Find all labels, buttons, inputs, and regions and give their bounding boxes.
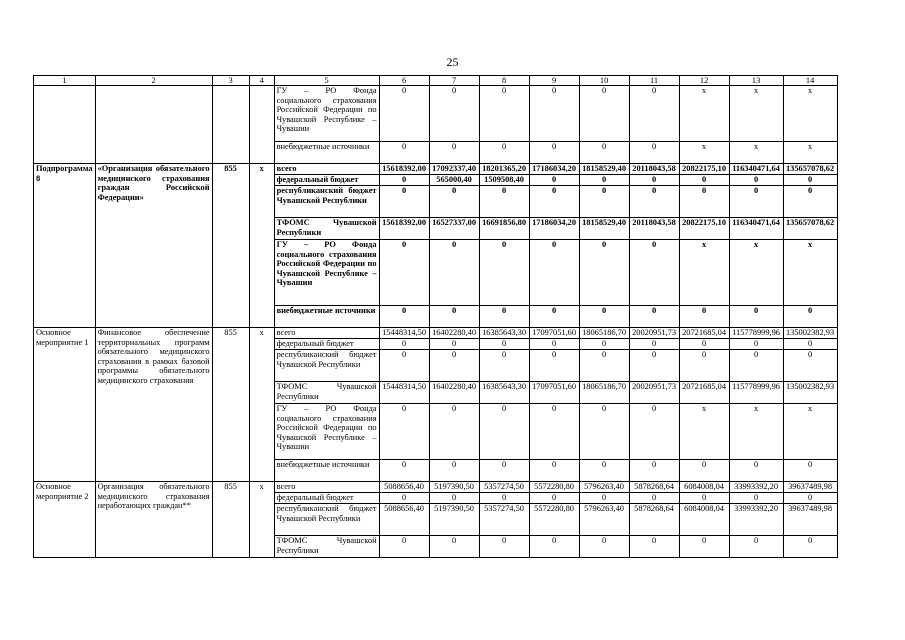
value-cell-col14: 135002382,93 [783, 382, 837, 404]
value-cell-col14: 135657078,62 [783, 218, 837, 240]
value-cell-col12: 0 [679, 460, 729, 482]
value-cell-col7: 0 [429, 536, 479, 558]
section-code: x [249, 482, 274, 558]
value-cell-col9: 0 [529, 536, 579, 558]
value-cell-col8: 5357274,50 [479, 482, 529, 493]
value-cell-col7: 16402280,40 [429, 328, 479, 339]
value-cell-col9: 17186034,20 [529, 218, 579, 240]
program-name: «Организация обязательного медицинского страхования граждан Российской Федерации» [95, 164, 212, 328]
value-cell-col13: 116340471,64 [729, 218, 783, 240]
funding-source: ТФОМС Чувашской Республики [274, 382, 379, 404]
value-cell-col10: 0 [579, 86, 629, 142]
column-number-10: 10 [579, 76, 629, 86]
value-cell-col11: 5878268,64 [629, 482, 679, 493]
value-cell-col9: 5572280,80 [529, 504, 579, 536]
value-cell-col10: 18065186,70 [579, 328, 629, 339]
value-cell-col6: 0 [379, 175, 429, 186]
value-cell-col6: 5088656,40 [379, 504, 429, 536]
value-cell-col14: 0 [783, 306, 837, 328]
value-cell-col6: 0 [379, 339, 429, 350]
value-cell-col7: 16402280,40 [429, 382, 479, 404]
value-cell-col12: 0 [679, 306, 729, 328]
value-cell-col8: 0 [479, 86, 529, 142]
value-cell-col8: 0 [479, 339, 529, 350]
funding-source: всего [274, 328, 379, 339]
value-cell-col12: 20721685,04 [679, 328, 729, 339]
value-cell-col9: 0 [529, 175, 579, 186]
value-cell-col6: 15618392,00 [379, 218, 429, 240]
value-cell-col6: 0 [379, 404, 429, 460]
value-cell-col7: 0 [429, 186, 479, 218]
value-cell-col7: 0 [429, 350, 479, 382]
value-cell-col10: 0 [579, 350, 629, 382]
value-cell-col13: 115778999,96 [729, 328, 783, 339]
value-cell-col7: 5197390,50 [429, 504, 479, 536]
grbs-code: 855 [212, 328, 249, 482]
value-cell-col9: 0 [529, 339, 579, 350]
grbs-code: 855 [212, 164, 249, 328]
value-cell-col11: 20020951,73 [629, 382, 679, 404]
value-cell-col11: 0 [629, 86, 679, 142]
value-cell-col10: 5796263,40 [579, 504, 629, 536]
value-cell-col14: x [783, 86, 837, 142]
value-cell-col12: 6084008,04 [679, 482, 729, 493]
value-cell-col8: 0 [479, 536, 529, 558]
grbs-code [212, 86, 249, 164]
value-cell-col13: x [729, 142, 783, 164]
value-cell-col7: 17092337,40 [429, 164, 479, 175]
value-cell-col10: 18065186,70 [579, 382, 629, 404]
program-code: Подпрограмма 8 [34, 164, 96, 328]
value-cell-col13: x [729, 404, 783, 460]
value-cell-col10: 18158529,40 [579, 164, 629, 175]
value-cell-col10: 5796263,40 [579, 482, 629, 493]
value-cell-col12: 0 [679, 186, 729, 218]
value-cell-col12: x [679, 86, 729, 142]
value-cell-col13: 0 [729, 175, 783, 186]
value-cell-col9: 0 [529, 404, 579, 460]
funding-source: всего [274, 482, 379, 493]
value-cell-col7: 0 [429, 306, 479, 328]
value-cell-col11: 0 [629, 142, 679, 164]
funding-source: республиканский бюджет Чувашской Республики [274, 186, 379, 218]
value-cell-col13: 0 [729, 493, 783, 504]
value-cell-col10: 0 [579, 404, 629, 460]
value-cell-col10: 0 [579, 306, 629, 328]
value-cell-col9: 5572280,80 [529, 482, 579, 493]
value-cell-col13: 0 [729, 306, 783, 328]
funding-source: ГУ – РО Фонда социального страхования Российской Федерации по Чувашской Республике – Чувашии [274, 86, 379, 142]
value-cell-col8: 0 [479, 460, 529, 482]
value-cell-col10: 0 [579, 460, 629, 482]
value-cell-col12: 0 [679, 536, 729, 558]
value-cell-col7: 5197390,50 [429, 482, 479, 493]
value-cell-col11: 0 [629, 175, 679, 186]
value-cell-col8: 0 [479, 306, 529, 328]
program-name: Финансовое обеспечение территориальных программ обязательного медицинского страхования в рамках базовой программы обязательного медицинского страхования [95, 328, 212, 482]
value-cell-col13: 115778999,96 [729, 382, 783, 404]
value-cell-col13: x [729, 86, 783, 142]
funding-source: республиканский бюджет Чувашской Республики [274, 350, 379, 382]
value-cell-col8: 0 [479, 404, 529, 460]
value-cell-col6: 0 [379, 460, 429, 482]
value-cell-col6: 0 [379, 186, 429, 218]
column-number-6: 6 [379, 76, 429, 86]
value-cell-col7: 0 [429, 493, 479, 504]
value-cell-col8: 1509508,40 [479, 175, 529, 186]
value-cell-col12: 0 [679, 493, 729, 504]
funding-source: федеральный бюджет [274, 175, 379, 186]
table-row [34, 328, 838, 339]
value-cell-col9: 0 [529, 493, 579, 504]
value-cell-col11: 20118043,58 [629, 218, 679, 240]
value-cell-col9: 17097051,60 [529, 328, 579, 339]
column-numbers-row [34, 76, 838, 86]
column-number-7: 7 [429, 76, 479, 86]
value-cell-col14: 0 [783, 186, 837, 218]
value-cell-col11: 0 [629, 536, 679, 558]
value-cell-col11: 0 [629, 404, 679, 460]
value-cell-col14: 0 [783, 350, 837, 382]
value-cell-col11: 0 [629, 306, 679, 328]
value-cell-col13: 0 [729, 460, 783, 482]
value-cell-col14: 0 [783, 536, 837, 558]
value-cell-col11: 0 [629, 339, 679, 350]
value-cell-col6: 0 [379, 306, 429, 328]
value-cell-col7: 565000,40 [429, 175, 479, 186]
value-cell-col14: x [783, 240, 837, 306]
funding-source: внебюджетные источники [274, 306, 379, 328]
value-cell-col8: 16691856,80 [479, 218, 529, 240]
value-cell-col7: 0 [429, 404, 479, 460]
section-code [249, 86, 274, 164]
column-number-3: 3 [212, 76, 249, 86]
value-cell-col7: 0 [429, 240, 479, 306]
value-cell-col6: 0 [379, 493, 429, 504]
column-number-9: 9 [529, 76, 579, 86]
value-cell-col12: 6084008,04 [679, 504, 729, 536]
value-cell-col9: 0 [529, 306, 579, 328]
value-cell-col12: x [679, 240, 729, 306]
value-cell-col12: 20822175,10 [679, 218, 729, 240]
value-cell-col6: 15448314,50 [379, 382, 429, 404]
value-cell-col14: 0 [783, 460, 837, 482]
funding-source: федеральный бюджет [274, 339, 379, 350]
value-cell-col7: 0 [429, 142, 479, 164]
column-number-14: 14 [783, 76, 837, 86]
value-cell-col7: 0 [429, 339, 479, 350]
budget-table [33, 75, 838, 558]
column-number-5: 5 [274, 76, 379, 86]
value-cell-col12: 20721685,04 [679, 382, 729, 404]
value-cell-col14: 39637489,98 [783, 482, 837, 493]
funding-source: ТФОМС Чувашской Республики [274, 536, 379, 558]
value-cell-col6: 0 [379, 350, 429, 382]
value-cell-col10: 0 [579, 175, 629, 186]
value-cell-col6: 15618392,00 [379, 164, 429, 175]
funding-source: ГУ – РО Фонда социального страхования Российской Федерации по Чувашской Республике – Чувашии [274, 240, 379, 306]
value-cell-col10: 0 [579, 536, 629, 558]
column-number-13: 13 [729, 76, 783, 86]
value-cell-col8: 0 [479, 142, 529, 164]
grbs-code: 855 [212, 482, 249, 558]
value-cell-col14: x [783, 142, 837, 164]
program-code: Основное мероприятие 1 [34, 328, 96, 482]
program-code [34, 86, 96, 164]
value-cell-col8: 16385643,30 [479, 328, 529, 339]
value-cell-col10: 18158529,40 [579, 218, 629, 240]
page-number: 25 [446, 55, 459, 69]
table-row [34, 482, 838, 493]
value-cell-col14: 0 [783, 493, 837, 504]
value-cell-col13: 0 [729, 536, 783, 558]
value-cell-col13: 33993392,20 [729, 482, 783, 493]
value-cell-col13: 116340471,64 [729, 164, 783, 175]
value-cell-col9: 17097051,60 [529, 382, 579, 404]
value-cell-col6: 15448314,50 [379, 328, 429, 339]
value-cell-col8: 0 [479, 493, 529, 504]
column-number-2: 2 [95, 76, 212, 86]
value-cell-col13: 0 [729, 186, 783, 218]
funding-source: ТФОМС Чувашской Республики [274, 218, 379, 240]
program-code: Основное мероприятие 2 [34, 482, 96, 558]
value-cell-col14: 39637489,98 [783, 504, 837, 536]
value-cell-col9: 0 [529, 240, 579, 306]
value-cell-col6: 0 [379, 142, 429, 164]
value-cell-col12: x [679, 142, 729, 164]
funding-source: республиканский бюджет Чувашской Республики [274, 504, 379, 536]
funding-source: федеральный бюджет [274, 493, 379, 504]
value-cell-col6: 5088656,40 [379, 482, 429, 493]
value-cell-col10: 0 [579, 240, 629, 306]
value-cell-col6: 0 [379, 86, 429, 142]
value-cell-col10: 0 [579, 186, 629, 218]
column-number-1: 1 [34, 76, 96, 86]
value-cell-col9: 0 [529, 350, 579, 382]
value-cell-col13: 0 [729, 339, 783, 350]
value-cell-col7: 16527337,00 [429, 218, 479, 240]
value-cell-col9: 0 [529, 186, 579, 218]
value-cell-col7: 0 [429, 460, 479, 482]
value-cell-col11: 5878268,64 [629, 504, 679, 536]
value-cell-col14: 135002382,93 [783, 328, 837, 339]
value-cell-col14: x [783, 404, 837, 460]
value-cell-col12: 0 [679, 175, 729, 186]
value-cell-col8: 0 [479, 350, 529, 382]
value-cell-col6: 0 [379, 536, 429, 558]
value-cell-col9: 0 [529, 86, 579, 142]
funding-source: внебюджетные источники [274, 142, 379, 164]
value-cell-col8: 16385643,30 [479, 382, 529, 404]
value-cell-col13: 33993392,20 [729, 504, 783, 536]
column-number-8: 8 [479, 76, 529, 86]
value-cell-col11: 0 [629, 460, 679, 482]
column-number-12: 12 [679, 76, 729, 86]
value-cell-col13: 0 [729, 350, 783, 382]
program-name: Организация обязательного медицинского страхования неработающих граждан** [95, 482, 212, 558]
program-name [95, 86, 212, 164]
value-cell-col11: 0 [629, 350, 679, 382]
value-cell-col9: 0 [529, 460, 579, 482]
table-body [34, 76, 838, 558]
column-number-4: 4 [249, 76, 274, 86]
value-cell-col14: 0 [783, 339, 837, 350]
value-cell-col12: x [679, 404, 729, 460]
value-cell-col13: x [729, 240, 783, 306]
value-cell-col9: 17186034,20 [529, 164, 579, 175]
value-cell-col8: 0 [479, 186, 529, 218]
value-cell-col11: 0 [629, 493, 679, 504]
value-cell-col9: 0 [529, 142, 579, 164]
value-cell-col10: 0 [579, 142, 629, 164]
section-code: x [249, 328, 274, 482]
value-cell-col8: 18201365,20 [479, 164, 529, 175]
column-number-11: 11 [629, 76, 679, 86]
value-cell-col11: 0 [629, 240, 679, 306]
value-cell-col11: 20020951,73 [629, 328, 679, 339]
value-cell-col8: 0 [479, 240, 529, 306]
value-cell-col6: 0 [379, 240, 429, 306]
value-cell-col14: 135657078,62 [783, 164, 837, 175]
funding-source: внебюджетные источники [274, 460, 379, 482]
value-cell-col8: 5357274,50 [479, 504, 529, 536]
section-code: x [249, 164, 274, 328]
funding-source: ГУ – РО Фонда социального страхования Российской Федерации по Чувашской Республике – Чувашии [274, 404, 379, 460]
value-cell-col14: 0 [783, 175, 837, 186]
value-cell-col12: 20822175,10 [679, 164, 729, 175]
funding-source: всего [274, 164, 379, 175]
value-cell-col12: 0 [679, 339, 729, 350]
value-cell-col10: 0 [579, 493, 629, 504]
value-cell-col7: 0 [429, 86, 479, 142]
value-cell-col11: 0 [629, 186, 679, 218]
table-row [34, 86, 838, 142]
value-cell-col10: 0 [579, 339, 629, 350]
value-cell-col11: 20118043,58 [629, 164, 679, 175]
value-cell-col12: 0 [679, 350, 729, 382]
table-row [34, 164, 838, 175]
